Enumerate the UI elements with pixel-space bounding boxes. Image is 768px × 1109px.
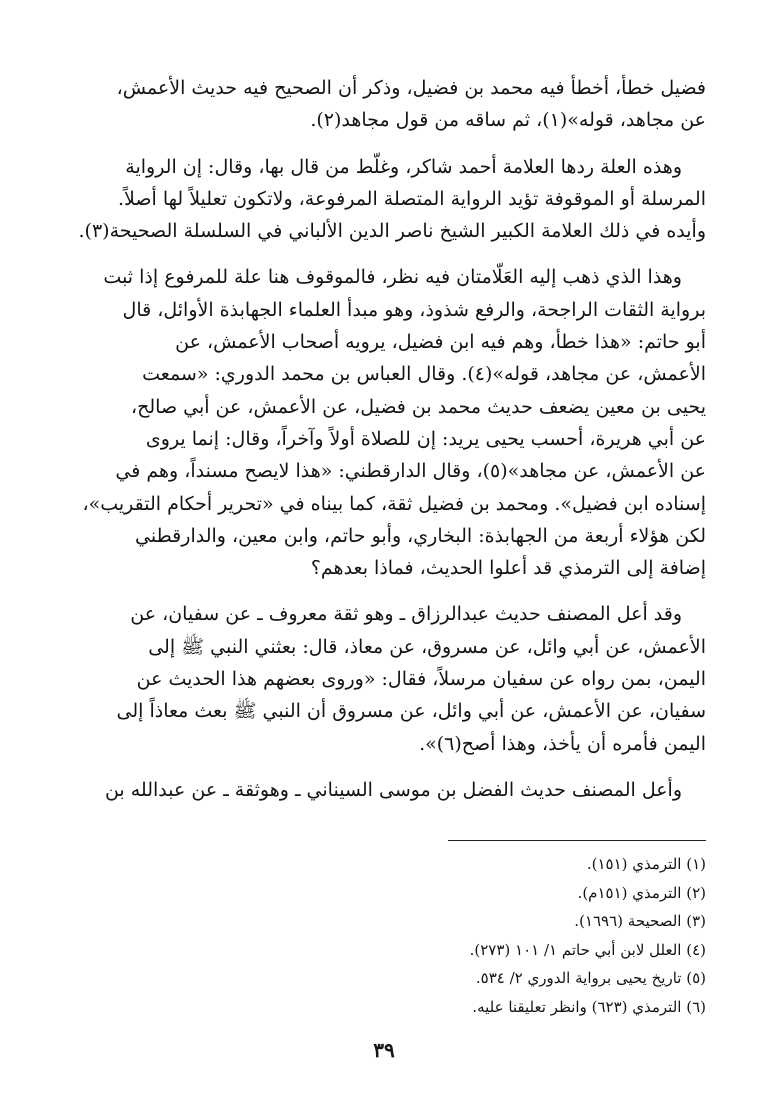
main-text <box>66 72 706 806</box>
footnote-4: (٤) العلل لابن أبي حاتم ١/ ١٠١ (٢٧٣). <box>469 940 706 959</box>
text-line: المرسلة أو الموقوفة تؤيد الرواية المتصلة المرفوعة، ولاتكون تعليلاً لها أصلاً. <box>118 187 706 210</box>
paragraph-3 <box>66 261 706 584</box>
text-line: الأعمش، عن مجاهد، قوله»(٤). وقال العباس بن محمد الدوري: «سمعت <box>142 363 706 386</box>
footnote-5: (٥) تاريخ يحيى برواية الدوري ٢/ ٥٣٤. <box>475 969 706 987</box>
text-line: اليمن فأمره أن يأخذ، وهذا أصح(٦)». <box>419 732 706 755</box>
footnote-6: (٦) الترمذي (٦٢٣) وانظر تعليقنا عليه. <box>472 997 706 1016</box>
text-line: لكن هؤلاء أربعة من الجهابذة: البخاري، وأبو حاتم، وابن معين، والدارقطني <box>135 524 706 547</box>
text-line: عن الأعمش، عن مجاهد»(٥)، وقال الدارقطني: «هذا لايصح مسنداً، وهم في <box>115 460 706 483</box>
text-line: برواية الثقات الراجحة، والرفع شذوذ، وهو مبدأ العلماء الجهابذة الأوائل، قال <box>122 298 706 321</box>
paragraph-4 <box>66 598 706 759</box>
text-line: يحيى بن معين يضعف حديث محمد بن فضيل، عن الأعمش، عن أبي صالح، <box>130 395 706 418</box>
text-line: سفيان، عن الأعمش، عن أبي وائل، عن مسروق أن النبي ﷺ بعث معاذاً إلى <box>116 700 706 723</box>
page-number: ٣٩ <box>373 1038 395 1062</box>
footnotes <box>66 850 706 1021</box>
text-line: عن مجاهد، قوله»(١)، ثم ساقه من قول مجاهد(٢). <box>310 109 706 132</box>
footnote-2: (٢) الترمذي (١٥١م). <box>577 883 706 902</box>
paragraph-1 <box>66 72 706 137</box>
text-line: إضافة إلى الترمذي قد أعلوا الحديث، فماذا بعدهم؟ <box>310 557 706 580</box>
footnote-1: (١) الترمذي (١٥١). <box>586 855 706 873</box>
text-line: وأعل المصنف حديث الفضل بن موسى السيناني ـ وهوثقة ـ عن عبدالله بن <box>104 778 682 801</box>
footnote-3: (٣) الصحيحة (١٦٩٦). <box>574 912 706 930</box>
text-line: أبو حاتم: «هذا خطأ، وهم فيه ابن فضيل، يرويه أصحاب الأعمش، عن <box>175 331 706 354</box>
text-line: فضيل خطأ، أخطأ فيه محمد بن فضيل، وذكر أن الصحيح فيه حديث الأعمش، <box>116 77 706 99</box>
text-line: عن أبي هريرة، أحسب يحيى يريد: إن للصلاة أولاً وآخراً، وقال: إنما يروى <box>145 427 706 450</box>
text-line: الأعمش، عن أبي وائل، عن مسروق، عن معاذ، قال: بعثني النبي ﷺ إلى <box>148 635 706 658</box>
footnote-separator <box>448 840 706 841</box>
paragraph-5 <box>66 774 706 806</box>
text-line: إسناده ابن فضيل». ومحمد بن فضيل ثقة، كما بيناه في «تحرير أحكام التقريب»، <box>82 492 706 515</box>
text-line: وأيده في ذلك العلامة الكبير الشيخ ناصر الدين الألباني في السلسلة الصحيحة(٣). <box>78 220 706 243</box>
text-line: وهذا الذي ذهب إليه العَلّامتان فيه نظر، فالموقوف هنا علة للمرفوع إذا ثبت <box>103 266 682 289</box>
paragraph-2 <box>66 151 706 248</box>
text-line: وقد أعل المصنف حديث عبدالرزاق ـ وهو ثقة معروف ـ عن سفيان، عن <box>130 603 682 626</box>
text-line: وهذه العلة ردها العلامة أحمد شاكر، وغلّط من قال بها، وقال: إن الرواية <box>125 155 682 178</box>
text-line: اليمن، بمن رواه عن سفيان مرسلاً، فقال: «وروى بعضهم هذا الحديث عن <box>136 668 706 691</box>
